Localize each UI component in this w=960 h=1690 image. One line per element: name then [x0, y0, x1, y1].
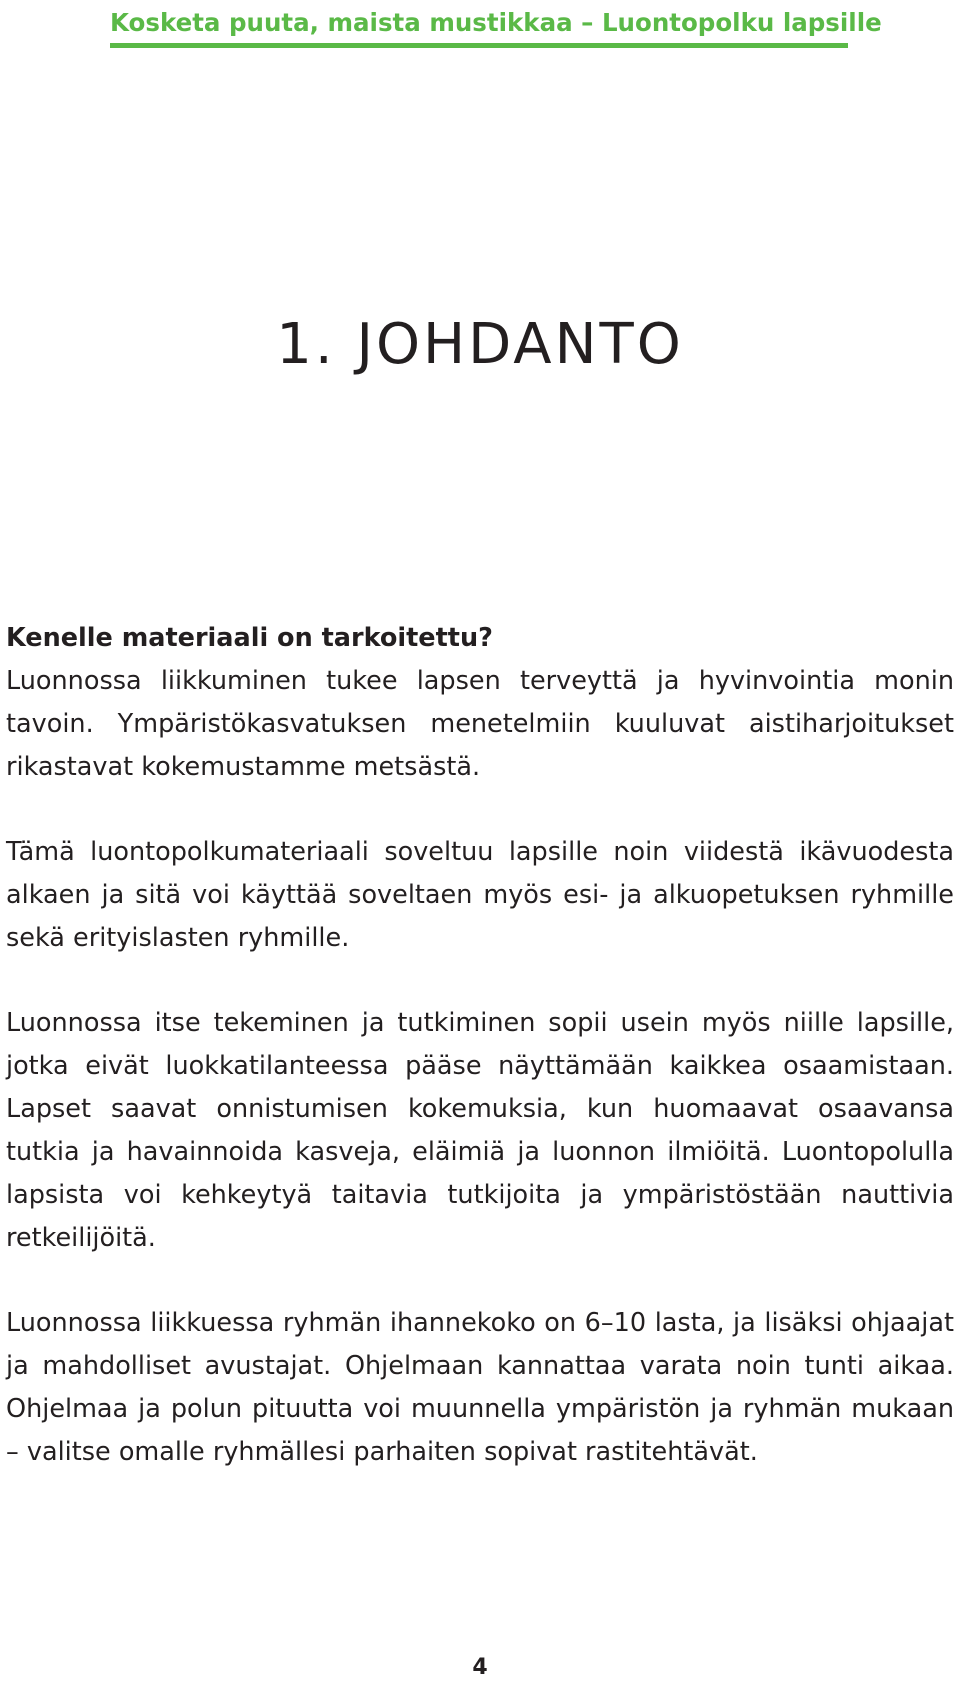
paragraph-2: Tämä luontopolkumateriaali soveltuu lapsille noin viidestä ikävuodesta alkaen ja sitä voi käyttää soveltaen myös esi- ja alkuopetuksen ryhmille sekä erityislasten ryhmille.	[6, 837, 954, 953]
running-header-title: Kosketa puuta, maista mustikkaa – Luontopolku lapsille	[110, 8, 882, 37]
paragraph-3: Luonnossa itse tekeminen ja tutkiminen sopii usein myös niille lapsille, jotka eivät luokkatilanteessa pääse näyttämään kaikkea osaamistaan. Lapset saavat onnistumisen kokemuksia, kun huomaavat osaavansa tutkia ja havainnoida kasveja, eläimiä ja luonnon ilmiöitä. Luontopolulla lapsista voi kehkeytyä taitavia tutkijoita ja ympäristöstään nauttivia retkeilijöitä.	[6, 1008, 954, 1253]
paragraph-4: Luonnossa liikkuessa ryhmän ihannekoko on 6–10 lasta, ja lisäksi ohjaajat ja mahdolliset avustajat. Ohjelmaan kannattaa varata noin tunti aikaa. Ohjelmaa ja polun pituutta voi muunnella ympäristön ja ryhmän mukaan – valitse omalle ryhmällesi parhaiten sopivat rastitehtävät.	[6, 1308, 954, 1467]
running-header	[110, 0, 882, 50]
chapter-title: 1. JOHDANTO	[276, 312, 684, 377]
main-content	[6, 617, 954, 1516]
header-divider	[110, 43, 848, 48]
page-number: 4	[472, 1655, 488, 1680]
paragraph-1: Luonnossa liikkuminen tukee lapsen terveyttä ja hyvinvointia monin tavoin. Ympäristökasvatuksen menetelmiin kuuluvat aistiharjoitukset rikastavat kokemustamme metsästä.	[6, 666, 954, 782]
section-heading: Kenelle materiaali on tarkoitettu?	[6, 623, 493, 653]
